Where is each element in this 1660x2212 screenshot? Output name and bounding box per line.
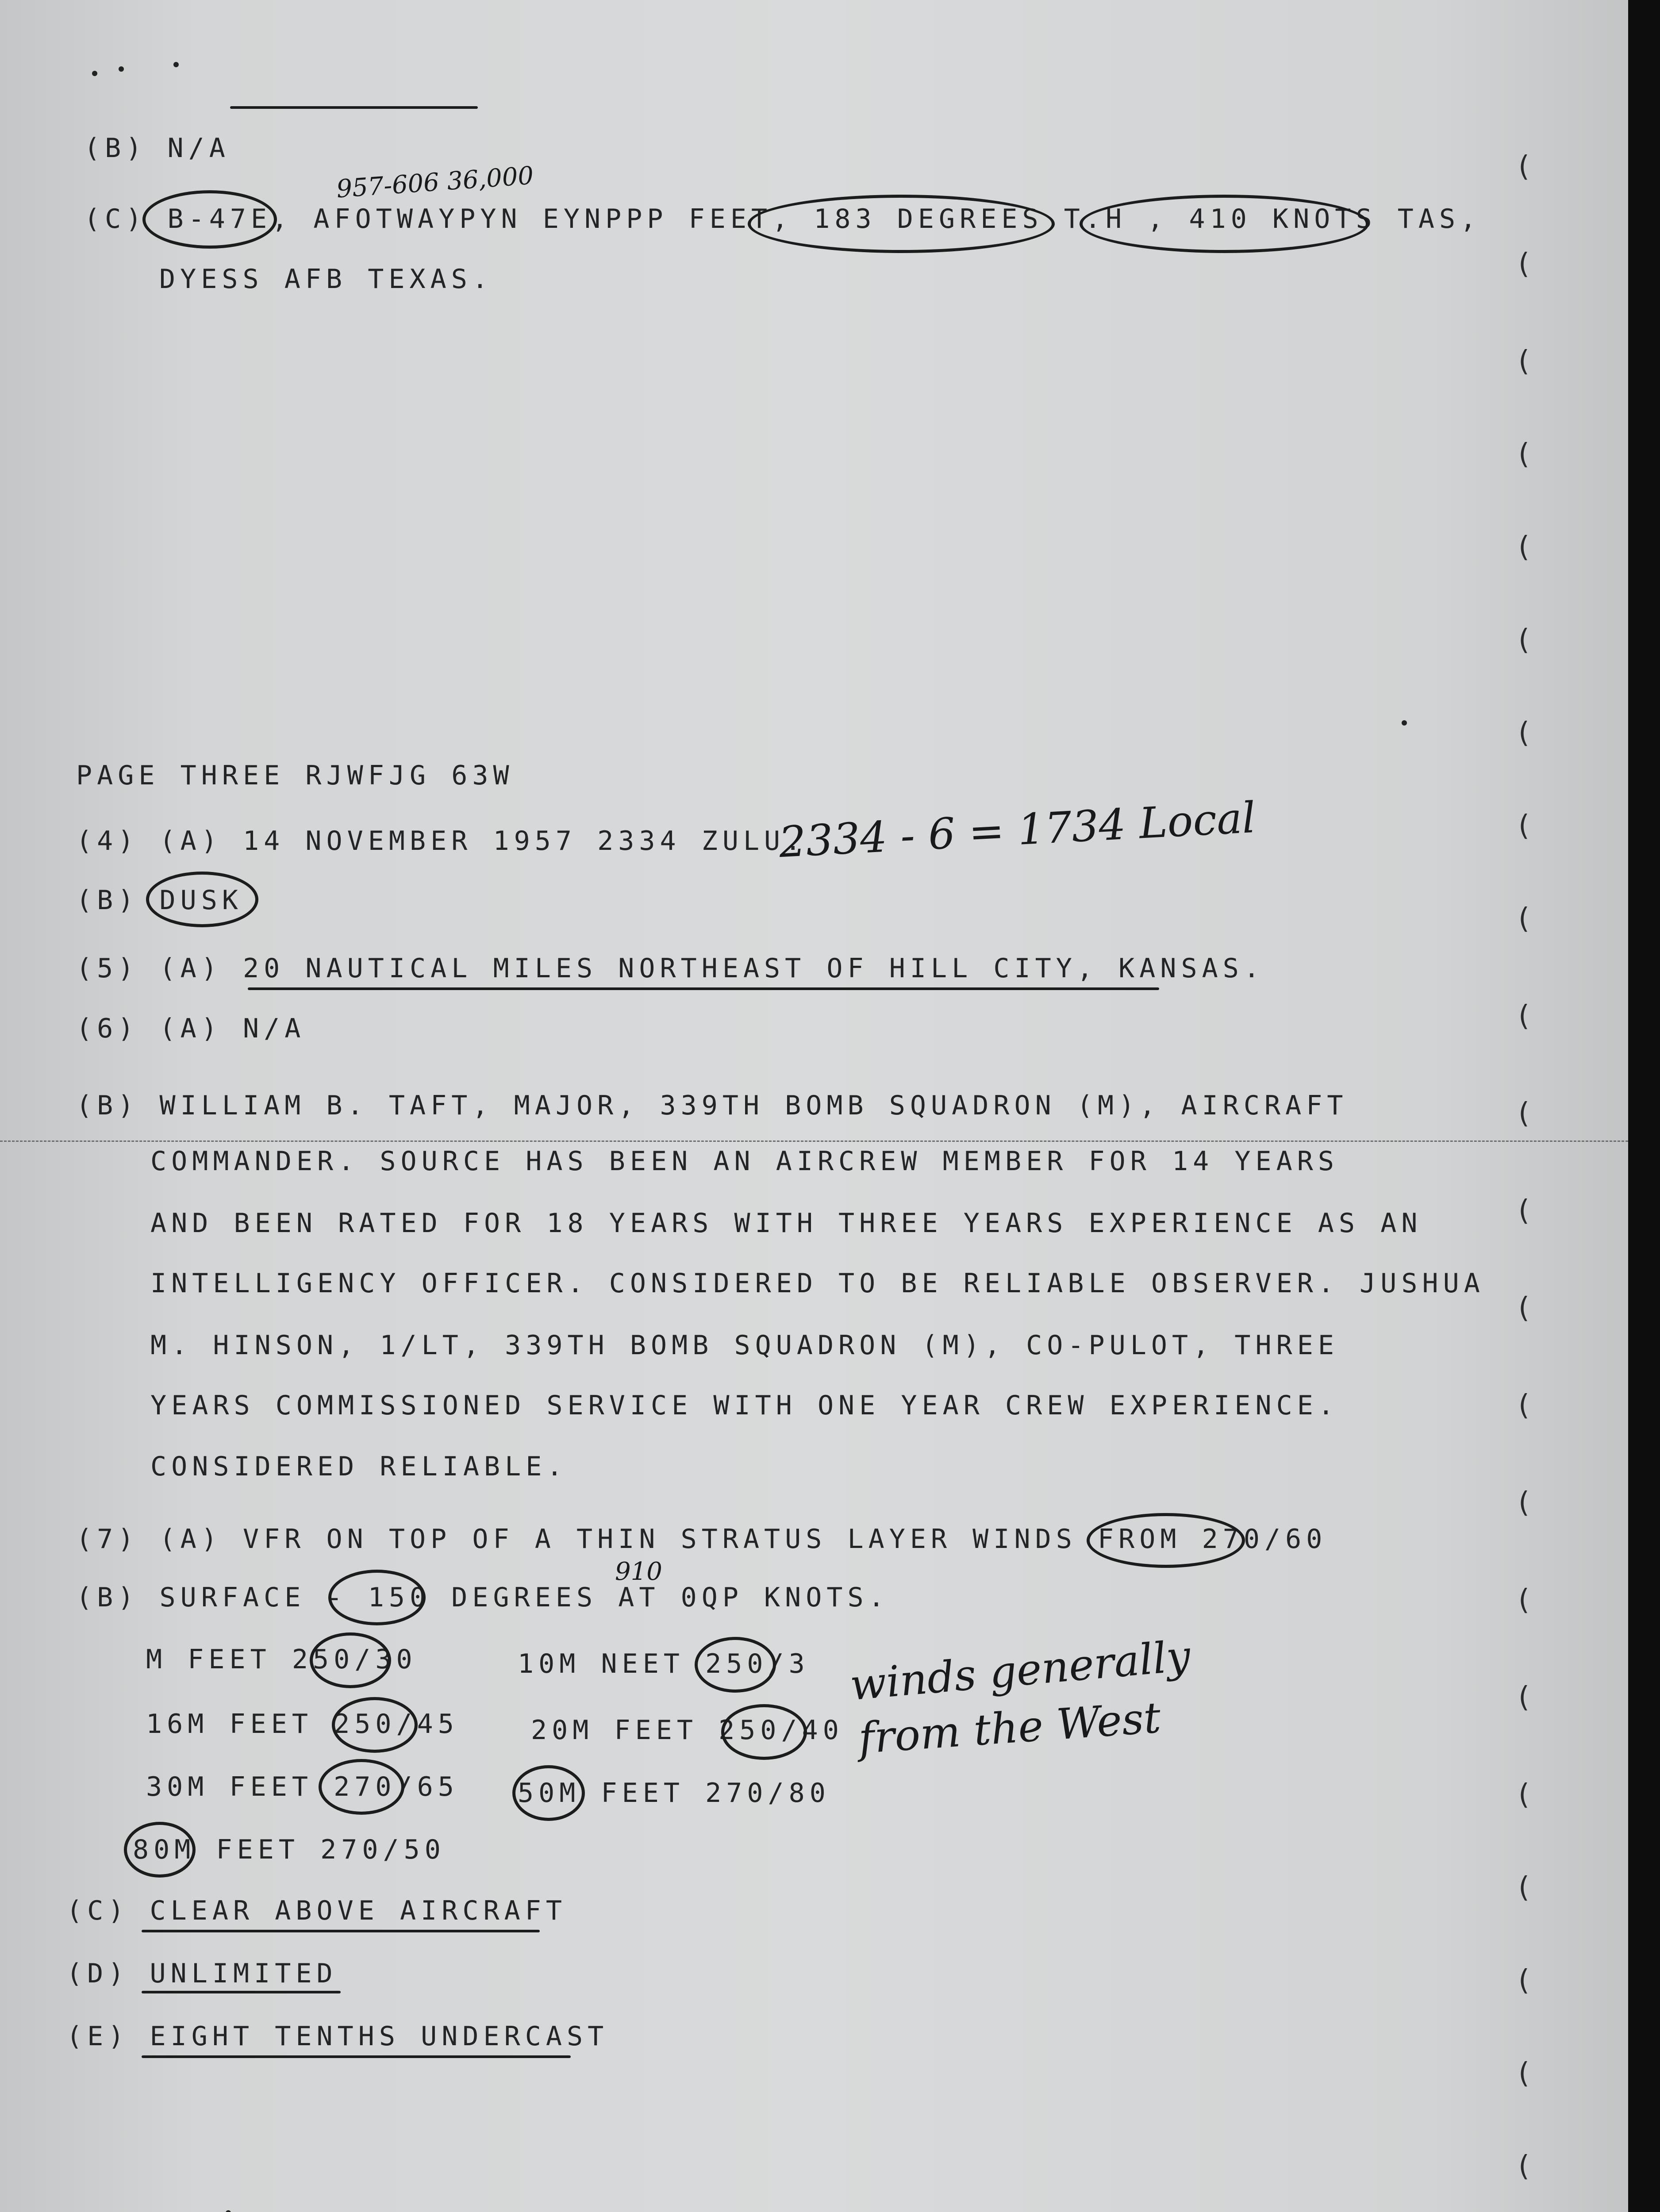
feed-mark: ( — [1518, 1871, 1529, 1904]
feed-mark: ( — [1518, 717, 1529, 749]
line-c-base: DYESS AFB TEXAS. — [159, 264, 493, 295]
item6-b-line-5: M. HINSON, 1/LT, 339TH BOMB SQUADRON (M), CO-PULOT, THREE — [150, 1330, 1339, 1361]
page-header: PAGE THREE RJWFJG 63W — [76, 760, 514, 791]
underline-unlimited — [142, 1991, 341, 1993]
perforation-line — [0, 1141, 1628, 1144]
circle-surface-direction — [328, 1570, 426, 1625]
feed-mark: ( — [1518, 1584, 1529, 1617]
item7-c-clear: (C) CLEAR ABOVE AIRCRAFT — [66, 1895, 567, 1926]
circle-winds-aloft — [1087, 1513, 1245, 1568]
feed-mark: ( — [1518, 810, 1529, 842]
item6-b-line-4: INTELLIGENCY OFFICER. CONSIDERED TO BE RELIABLE OBSERVER. JUSHUA — [150, 1268, 1485, 1299]
winds-row-80m: 80M FEET 270/50 — [133, 1834, 446, 1865]
circle-wind-4 — [721, 1704, 807, 1760]
ink-speck — [92, 71, 97, 76]
circle-wind-1 — [310, 1632, 391, 1688]
line-b-na: (B) N/A — [84, 133, 230, 164]
item7-b-surface: (B) SURFACE - 150 DEGREES AT 0QP KNOTS. — [76, 1582, 889, 1613]
circle-wind-7 — [124, 1822, 196, 1878]
circle-dusk — [146, 872, 258, 927]
feed-mark: ( — [1518, 345, 1529, 378]
item7-a-weather: (7) (A) VFR ON TOP OF A THIN STRATUS LAYER WINDS FROM 270/60 — [76, 1524, 1327, 1555]
ink-speck — [119, 66, 124, 72]
circle-wind-5 — [319, 1759, 404, 1815]
item4-a-date: (4) (A) 14 NOVEMBER 1957 2334 ZULU. — [76, 826, 806, 856]
feed-mark: ( — [1518, 902, 1529, 935]
handwritten-local-time: 2334 - 6 = 1734 Local — [777, 792, 1257, 868]
handwritten-surface-speed: 910 — [615, 1557, 662, 1586]
feed-mark: ( — [1518, 1389, 1529, 1422]
feed-mark: ( — [1518, 1097, 1529, 1130]
feed-mark: ( — [1518, 1964, 1529, 1997]
circle-wind-6 — [512, 1765, 585, 1821]
winds-row-20m: 20M FEET 250/40 — [531, 1715, 844, 1746]
ink-speck — [1402, 720, 1407, 726]
feed-mark: ( — [1518, 2057, 1529, 2090]
circle-wind-3 — [332, 1697, 418, 1753]
circle-heading — [748, 195, 1055, 253]
feed-mark: ( — [1518, 531, 1529, 564]
handwritten-altitude: 957-606 36,000 — [335, 161, 535, 204]
handwritten-winds-note-2: from the West — [857, 1693, 1163, 1763]
feed-mark: ( — [1518, 1486, 1529, 1519]
circle-speed — [1080, 195, 1369, 253]
winds-row-30m: 30M FEET 270/65 — [146, 1771, 459, 1802]
handwritten-winds-note-1: winds generally — [848, 1631, 1193, 1710]
feed-mark: ( — [1518, 438, 1529, 471]
top-rule — [230, 106, 478, 109]
item6-b-line-6: YEARS COMMISSIONED SERVICE WITH ONE YEAR CREW EXPERIENCE. — [150, 1390, 1339, 1421]
feed-mark: ( — [1518, 1681, 1529, 1714]
winds-row-16m: 16M FEET 250/45 — [146, 1709, 459, 1740]
item5-a-location: (5) (A) 20 NAUTICAL MILES NORTHEAST OF HILL CITY, KANSAS. — [76, 953, 1265, 984]
item6-b-line-3: AND BEEN RATED FOR 18 YEARS WITH THREE YEARS EXPERIENCE AS AN — [150, 1208, 1422, 1239]
winds-row-50m: 50M FEET 270/80 — [518, 1778, 830, 1809]
feed-mark: ( — [1518, 1000, 1529, 1033]
winds-row-m: M FEET 250/30 — [146, 1644, 417, 1675]
underline-undercast — [142, 2055, 571, 2058]
item6-b-line-1: (B) WILLIAM B. TAFT, MAJOR, 339TH BOMB SQUADRON (M), AIRCRAFT — [76, 1090, 1348, 1121]
winds-row-10m: 10M NEET 250/3 — [518, 1648, 810, 1679]
underline-clear — [142, 1930, 540, 1932]
feed-mark: ( — [1518, 1778, 1529, 1811]
item6-a: (6) (A) N/A — [76, 1013, 306, 1044]
feed-mark: ( — [1518, 2150, 1529, 2183]
feed-mark: ( — [1518, 248, 1529, 280]
item7-d-unlimited: (D) UNLIMITED — [66, 1958, 338, 1989]
ink-speck — [226, 2210, 231, 2212]
feed-mark: ( — [1518, 1194, 1529, 1227]
item6-b-line-2: COMMANDER. SOURCE HAS BEEN AN AIRCREW MEMBER FOR 14 YEARS — [150, 1146, 1339, 1177]
ink-speck — [173, 62, 179, 67]
feed-mark: ( — [1518, 624, 1529, 657]
circle-aircraft-type — [142, 190, 277, 249]
feed-mark: ( — [1518, 1292, 1529, 1325]
feed-mark: ( — [1518, 150, 1529, 183]
item6-b-line-7: CONSIDERED RELIABLE. — [150, 1451, 568, 1482]
item7-e-undercast: (E) EIGHT TENTHS UNDERCAST — [66, 2021, 609, 2052]
scan-edge — [1628, 0, 1660, 2212]
circle-wind-2 — [695, 1637, 776, 1693]
line-c-aircraft: (C) B-47E, AFOTWAYPYN EYNPPP FEET, 183 DEGREES T.H , 410 KNOTS TAS, — [84, 204, 1481, 234]
underline-location — [248, 987, 1159, 990]
item4-b-dusk: (B) DUSK — [76, 885, 243, 916]
